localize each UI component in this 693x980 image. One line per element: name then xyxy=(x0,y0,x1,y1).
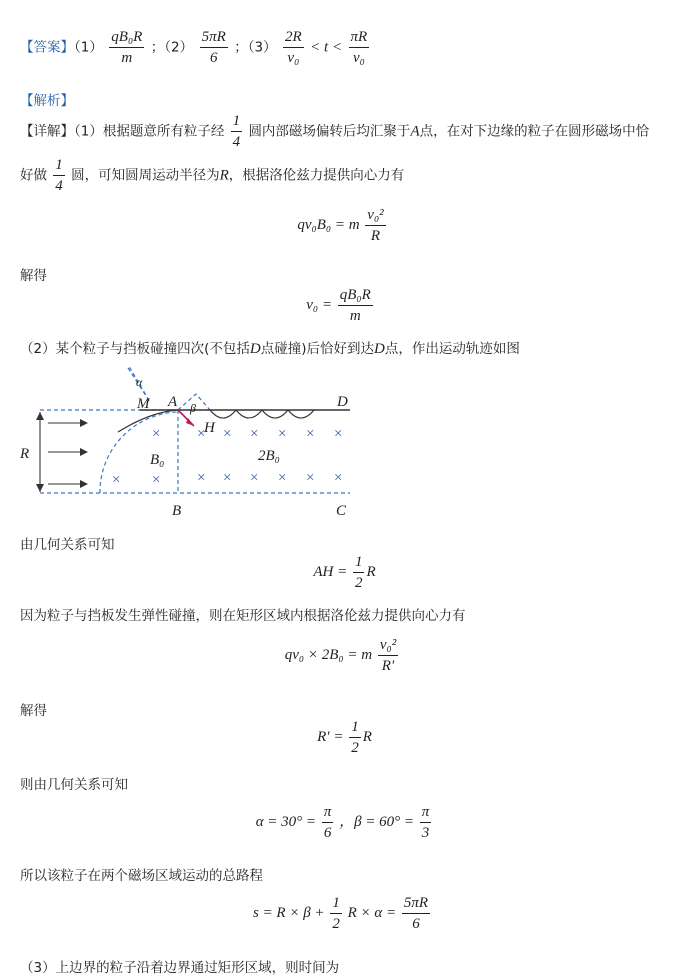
eq6-beta: ，β = 60° = xyxy=(339,813,415,830)
eq1-lhs: qv₀B₀ = m xyxy=(297,216,360,233)
path-text: 所以该粒子在两个磁场区域运动的总路程 xyxy=(20,868,263,884)
eq3-lhs: AH = xyxy=(313,563,348,580)
equation-4 xyxy=(0,636,689,675)
eq6-alpha: α = 30° = xyxy=(255,813,317,830)
detail-text-1c: 点，在对下边缘的粒子在圆形磁场中恰 xyxy=(419,123,650,140)
cross-mark: × xyxy=(112,472,121,488)
detail-tag: 【详解】 xyxy=(20,123,74,140)
label-h: H xyxy=(204,420,215,436)
point-d-label-2: D xyxy=(373,341,385,357)
answer2-fraction xyxy=(200,28,228,67)
answer-separator-1: ； xyxy=(150,39,165,56)
detail-text-2a: 好做 xyxy=(20,167,47,184)
eq7-lhs: s = R × β + xyxy=(252,904,325,921)
label-a: A xyxy=(168,394,178,410)
eq5-rhs: R xyxy=(362,728,372,745)
answer-part2-label: （2） xyxy=(164,39,194,56)
detail-text-2b: 圆，可知圆周运动半径为 xyxy=(71,167,220,184)
answer3-right-numerator: πR xyxy=(349,28,370,48)
cross-mark: × xyxy=(152,426,161,442)
cross-mark: × xyxy=(223,470,232,486)
answer3-left-fraction xyxy=(283,28,304,67)
eq3-fraction xyxy=(353,553,365,592)
cross-mark: × xyxy=(334,426,343,442)
eq1-denominator: R xyxy=(370,228,381,244)
answer-part1-label: （1） xyxy=(74,39,103,56)
eq2-numerator: qB₀R xyxy=(338,286,373,306)
label-b: B xyxy=(172,503,182,519)
solve-label-1: 解得 xyxy=(20,268,47,284)
eq7-den2: 6 xyxy=(412,916,420,932)
eq4-numerator: v₀² xyxy=(378,636,398,656)
cross-mark: × xyxy=(152,472,161,488)
answer-separator-2: ； xyxy=(234,39,248,56)
eq7-den1: 2 xyxy=(332,916,340,932)
geometry-text-2: 则由几何关系可知 xyxy=(20,777,128,793)
eq6-num2: π xyxy=(420,803,432,823)
eq7-num1: 1 xyxy=(330,894,342,914)
quarter-numerator: 1 xyxy=(231,112,243,132)
eq2-denominator: m xyxy=(349,308,361,324)
answer-line xyxy=(20,28,371,67)
eq5-lhs: R′ = xyxy=(317,728,344,745)
label-m: M xyxy=(137,396,150,412)
quarter-fraction-2 xyxy=(53,156,65,195)
cross-mark: × xyxy=(197,470,206,486)
field-crosses xyxy=(112,426,342,488)
equation-6 xyxy=(0,803,691,842)
equation-1 xyxy=(0,206,689,245)
part2-text-a: （2）某个粒子与挡板碰撞四次(不包括 xyxy=(20,341,250,357)
quarter-numerator-2: 1 xyxy=(53,156,65,176)
eq6-fraction-1 xyxy=(322,803,334,842)
cross-mark: × xyxy=(197,426,206,442)
eq1-fraction xyxy=(365,206,385,245)
label-beta: β xyxy=(190,401,196,415)
detail-line-1 xyxy=(20,112,649,151)
cross-mark: × xyxy=(306,470,315,486)
eq7-num2: 5πR xyxy=(402,894,430,914)
quarter-fraction xyxy=(231,112,243,151)
part2-text-b: 点碰撞)后恰好到达 xyxy=(260,341,374,357)
answer3-left-denominator: v₀ xyxy=(287,50,300,66)
cross-mark: × xyxy=(334,470,343,486)
eq3-numerator: 1 xyxy=(353,553,365,573)
cross-mark: × xyxy=(223,426,232,442)
eq7-fraction-1 xyxy=(330,894,342,933)
solve-label-2: 解得 xyxy=(20,703,47,719)
eq3-rhs: R xyxy=(366,563,376,580)
equation-2 xyxy=(0,286,687,325)
detail-text-2c: ，根据洛伦兹力提供向心力有 xyxy=(228,167,405,184)
cross-mark: × xyxy=(250,426,259,442)
eq2-fraction xyxy=(338,286,373,325)
detail-line-2 xyxy=(20,156,404,195)
eq1-numerator: v₀² xyxy=(365,206,385,226)
part2-text-c: 点，作出运动轨迹如图 xyxy=(384,341,520,357)
label-c: C xyxy=(336,503,347,519)
cross-mark: × xyxy=(250,470,259,486)
label-alpha: α xyxy=(136,375,143,389)
trajectory-figure xyxy=(0,360,693,530)
equation-5 xyxy=(0,718,691,757)
answer3-right-fraction xyxy=(349,28,370,67)
answer3-inequality: < t < xyxy=(310,39,343,56)
eq2-lhs: v₀ = xyxy=(306,296,332,313)
eq4-denominator: R′ xyxy=(381,658,395,674)
detail-text-1b: 圆内部磁场偏转后均汇聚于 xyxy=(248,123,411,140)
eq7-fraction-2 xyxy=(402,894,430,933)
eq5-fraction xyxy=(349,718,361,757)
cross-mark: × xyxy=(306,426,315,442)
part2-line xyxy=(20,337,520,358)
label-d: D xyxy=(337,394,348,410)
point-a-label: A xyxy=(410,123,420,140)
eq7-mid: R × α = xyxy=(347,904,397,921)
eq5-numerator: 1 xyxy=(349,718,361,738)
quarter-denominator-2: 4 xyxy=(55,178,63,194)
eq4-fraction xyxy=(378,636,398,675)
eq3-denominator: 2 xyxy=(354,575,363,591)
answer2-numerator: 5πR xyxy=(200,28,228,48)
answer2-denominator: 6 xyxy=(209,50,218,66)
eq4-lhs: qv₀ × 2B₀ = m xyxy=(284,646,373,663)
answer3-left-numerator: 2R xyxy=(283,28,304,48)
collision-text: 因为粒子与挡板发生弹性碰撞，则在矩形区域内根据洛伦兹力提供向心力有 xyxy=(20,608,466,624)
quarter-denominator: 4 xyxy=(232,134,241,150)
cross-mark: × xyxy=(278,470,287,486)
equation-7 xyxy=(0,894,689,933)
radius-label: R xyxy=(219,167,229,184)
cross-mark: × xyxy=(278,426,287,442)
answer1-fraction xyxy=(109,28,144,67)
analysis-tag: 【解析】 xyxy=(20,93,74,109)
answer1-denominator: m xyxy=(121,50,133,66)
geometry-text: 由几何关系可知 xyxy=(20,537,115,553)
answer-tag: 【答案】 xyxy=(20,39,74,56)
eq5-denominator: 2 xyxy=(351,740,359,756)
eq6-den1: 6 xyxy=(323,825,332,841)
eq6-num1: π xyxy=(322,803,334,823)
label-r: R xyxy=(20,446,30,462)
detail-text-1a: （1）根据题意所有粒子经 xyxy=(74,123,225,140)
label-b0: B₀ xyxy=(150,452,165,468)
point-d-label-1: D xyxy=(249,341,261,357)
eq6-fraction-2 xyxy=(420,803,432,842)
answer3-right-denominator: v₀ xyxy=(352,50,365,66)
label-2b0: 2B₀ xyxy=(258,448,280,464)
part3-text: （3）上边界的粒子沿着边界通过矩形区域，则时间为 xyxy=(20,960,340,976)
eq6-den2: 3 xyxy=(421,825,430,841)
equation-3 xyxy=(0,553,691,592)
answer1-numerator: qB₀R xyxy=(109,28,144,48)
answer-part3-label: （3） xyxy=(247,39,277,56)
